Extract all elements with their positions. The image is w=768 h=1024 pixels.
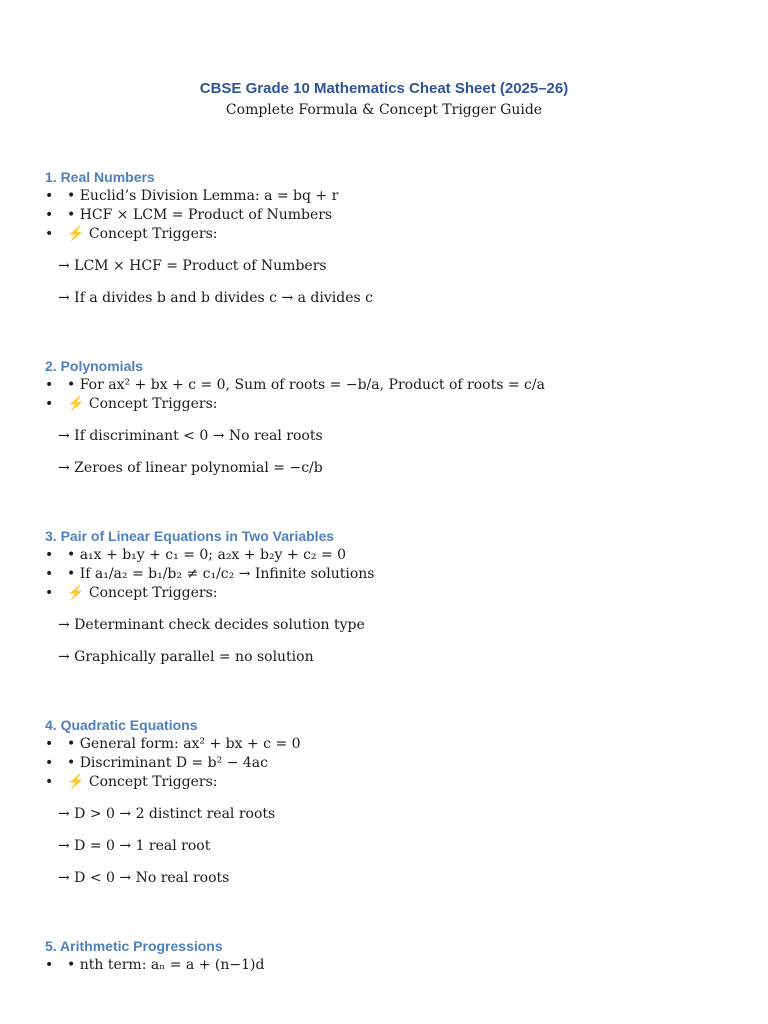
section-real-numbers: [45, 167, 745, 308]
section-heading: 2. Polynomials: [45, 358, 144, 374]
bullet-list: [45, 376, 745, 414]
bullet-list: [45, 956, 745, 975]
concept-trigger: → If a divides b and b divides c → a divides c: [58, 290, 373, 306]
list-item-text: ⚡ Concept Triggers:: [67, 226, 218, 242]
list-item-text: • Discriminant D = b² − 4ac: [67, 755, 268, 771]
list-item-text: ⚡ Concept Triggers:: [67, 585, 218, 601]
concept-trigger: → D < 0 → No real roots: [58, 870, 230, 886]
concept-trigger: → D = 0 → 1 real root: [58, 838, 211, 854]
list-item: [45, 187, 745, 206]
section-quadratic-equations: [45, 715, 745, 888]
section-heading: 5. Arithmetic Progressions: [45, 938, 223, 954]
list-item-text: • a₁x + b₁y + c₁ = 0; a₂x + b₂y + c₂ = 0: [67, 547, 347, 563]
list-item: [45, 206, 745, 225]
section-polynomials: [45, 356, 745, 478]
document-subtitle: Complete Formula & Concept Trigger Guide: [225, 102, 543, 118]
concept-trigger: → Determinant check decides solution type: [58, 617, 365, 633]
list-item: [45, 584, 745, 603]
concept-trigger: → If discriminant < 0 → No real roots: [58, 428, 323, 444]
list-item: [45, 546, 745, 565]
list-item: [45, 773, 745, 792]
section-heading: 4. Quadratic Equations: [45, 717, 198, 733]
concept-trigger: → Graphically parallel = no solution: [58, 649, 314, 665]
list-item: [45, 956, 745, 975]
section-heading: 1. Real Numbers: [45, 169, 155, 185]
concept-trigger: → Zeroes of linear polynomial = −c/b: [58, 460, 323, 476]
list-item-text: • HCF × LCM = Product of Numbers: [67, 207, 333, 223]
list-item: [45, 225, 745, 244]
list-item: [45, 376, 745, 395]
section-linear-equations: [45, 526, 745, 667]
list-item-text: • If a₁/a₂ = b₁/b₂ ≠ c₁/c₂ → Infinite solutions: [67, 566, 375, 582]
list-item-text: • nth term: aₙ = a + (n−1)d: [67, 957, 265, 973]
list-item: [45, 754, 745, 773]
section-arithmetic-progressions: [45, 936, 745, 975]
document-title: CBSE Grade 10 Mathematics Cheat Sheet (2025–26): [199, 80, 569, 97]
list-item: [45, 735, 745, 754]
bullet-list: [45, 546, 745, 603]
list-item-text: ⚡ Concept Triggers:: [67, 774, 218, 790]
list-item-text: ⚡ Concept Triggers:: [67, 396, 218, 412]
section-heading: 3. Pair of Linear Equations in Two Variables: [45, 528, 335, 544]
list-item: [45, 565, 745, 584]
concept-trigger: → D > 0 → 2 distinct real roots: [58, 806, 276, 822]
list-item-text: • General form: ax² + bx + c = 0: [67, 736, 301, 752]
bullet-list: [45, 735, 745, 792]
list-item-text: • For ax² + bx + c = 0, Sum of roots = −b/a, Product of roots = c/a: [67, 377, 545, 393]
list-item: [45, 395, 745, 414]
concept-trigger: → LCM × HCF = Product of Numbers: [58, 258, 327, 274]
bullet-list: [45, 187, 745, 244]
list-item-text: • Euclid’s Division Lemma: a = bq + r: [67, 188, 339, 204]
